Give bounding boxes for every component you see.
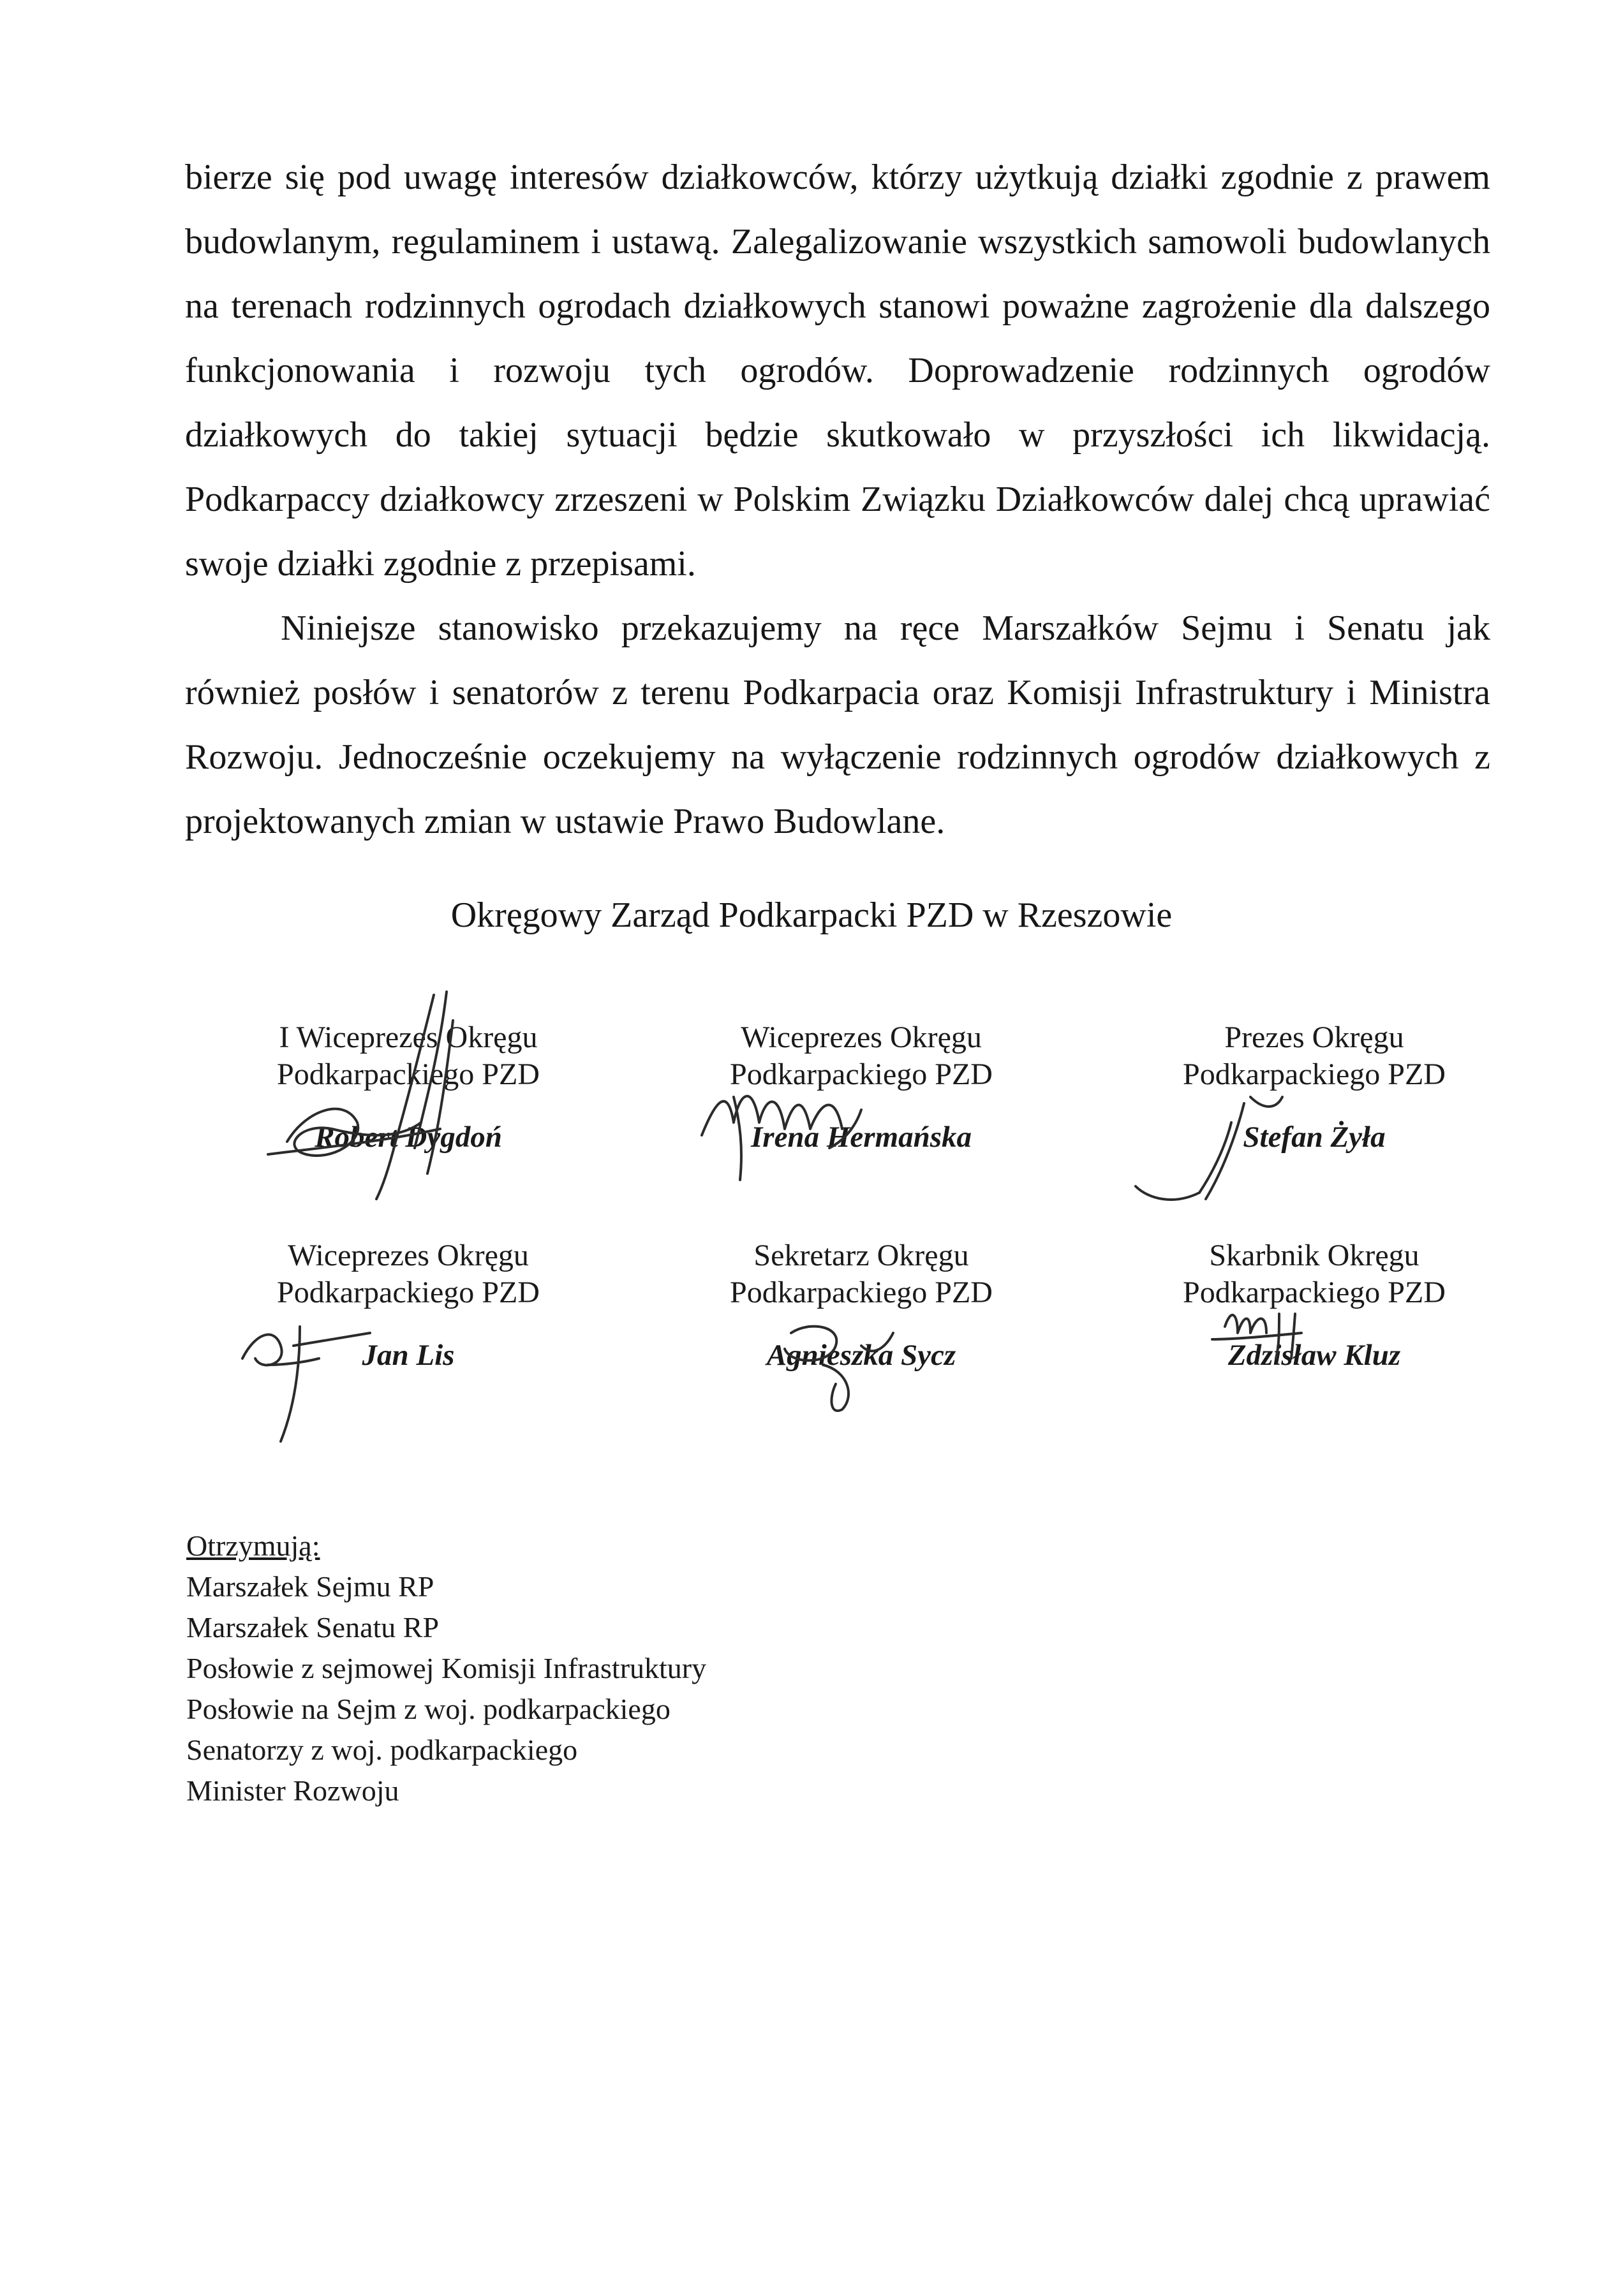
signature-block-2 — [638, 1019, 1085, 1154]
recipient-item: Minister Rozwoju — [186, 1774, 399, 1807]
recipient-item: Posłowie z sejmowej Komisji Infrastruktury — [186, 1652, 707, 1684]
recipient-item: Marszałek Senatu RP — [186, 1611, 440, 1644]
letter-body — [185, 145, 1490, 854]
signatory-role: Skarbnik Okręgu — [1209, 1239, 1419, 1272]
recipients-list — [186, 1526, 706, 1811]
signatory-name: Jan Lis — [362, 1339, 455, 1372]
signatory-org: Podkarpackiego PZD — [277, 1276, 540, 1309]
signatory-name: Agnieszka Sycz — [766, 1339, 956, 1372]
signatory-org: Podkarpackiego PZD — [277, 1057, 540, 1091]
signatory-role: Prezes Okręgu — [1224, 1020, 1404, 1054]
signatory-name: Stefan Żyła — [1243, 1121, 1386, 1154]
recipient-item: Marszałek Sejmu RP — [186, 1570, 434, 1603]
signatory-org: Podkarpackiego PZD — [1183, 1276, 1446, 1309]
signatory-role: I Wiceprezes Okręgu — [279, 1020, 538, 1054]
signature-block-1 — [185, 1019, 632, 1154]
signatory-name: Irena Hermańska — [750, 1121, 972, 1154]
signatory-role: Wiceprezes Okręgu — [288, 1239, 529, 1272]
signatory-org: Podkarpackiego PZD — [730, 1057, 993, 1091]
body-paragraph-1: bierze się pod uwagę interesów działkowców, którzy użytkują działki zgodnie z prawem budowlanym, regulaminem i ustawą. Zalegalizowanie wszystkich samowoli budowlanych na terenach rodzinnych ogrodach działkowych stanowi poważne zagrożenie dla dalszego funkcjonowania i rozwoju tych ogrodów. Doprowadzenie rodzinnych ogrodów działkowych do takiej sytuacji będzie skutkowało w przyszłości ich likwidacją. Podkarpaccy działkowcy zrzeszeni w Polskim Związku Działkowców dalej chcą uprawiać swoje działki zgodnie z przepisami. — [185, 158, 1490, 584]
body-paragraph-2: Niniejsze stanowisko przekazujemy na ręce Marszałków Sejmu i Senatu jak również posłów i senatorów z terenu Podkarpacia oraz Komisji Infrastruktury i Ministra Rozwoju. Jednocześnie oczekujemy na wyłączenie rodzinnych ogrodów działkowych z projektowanych zmian w ustawie Prawo Budowlane. — [185, 608, 1490, 841]
signature-block-4 — [185, 1237, 632, 1372]
signature-block-5 — [638, 1237, 1085, 1372]
signatory-name: Zdzisław Kluz — [1227, 1339, 1401, 1372]
recipient-item: Posłowie na Sejm z woj. podkarpackiego — [186, 1693, 671, 1725]
signatory-role: Wiceprezes Okręgu — [741, 1020, 982, 1054]
recipients-heading: Otrzymują: — [186, 1529, 320, 1562]
signatory-name: Robert Dygdoń — [315, 1121, 502, 1154]
signatory-role: Sekretarz Okręgu — [753, 1239, 969, 1272]
organization-heading: Okręgowy Zarząd Podkarpacki PZD w Rzeszowie — [450, 895, 1173, 935]
signature-block-6 — [1091, 1237, 1538, 1372]
signatory-org: Podkarpackiego PZD — [1183, 1057, 1446, 1091]
recipient-item: Senatorzy z woj. podkarpackiego — [186, 1733, 578, 1766]
signatory-org: Podkarpackiego PZD — [730, 1276, 993, 1309]
signature-block-3 — [1091, 1019, 1538, 1154]
